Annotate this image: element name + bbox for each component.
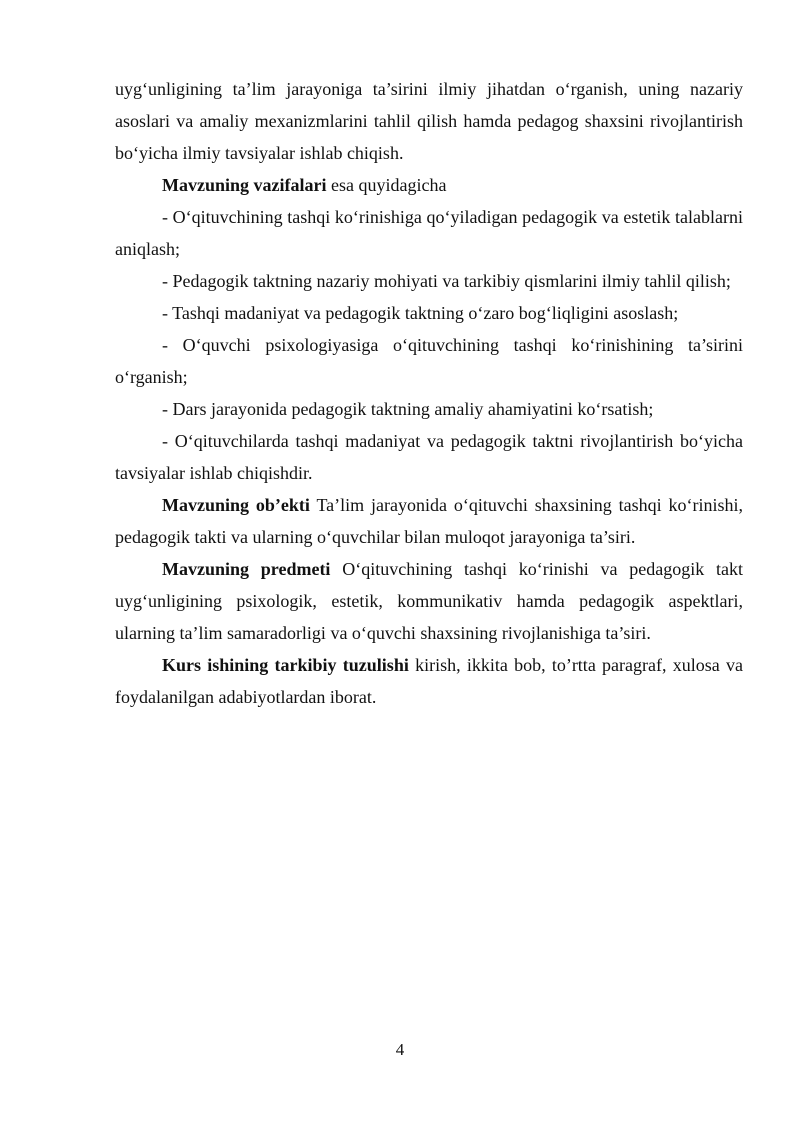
list-item-text: - O‘qituvchining tashqi ko‘rinishiga qo‘yiladigan pedagogik va estetik talablarni aniqlash;	[115, 207, 743, 259]
list-item	[115, 265, 743, 297]
bold-lead-object: Mavzuning ob’ekti	[162, 495, 310, 515]
list-item	[115, 297, 743, 329]
list-item-text: - Dars jarayonida pedagogik taktning amaliy ahamiyatini ko‘rsatish;	[162, 399, 654, 419]
list-item	[115, 329, 743, 393]
list-item	[115, 393, 743, 425]
paragraph-subject	[115, 553, 743, 649]
bold-lead-structure: Kurs ishining tarkibiy tuzulishi	[162, 655, 409, 675]
document-body	[115, 73, 743, 713]
paragraph-text: kirish, ikkita bob, to’rtta paragraf, xulosa va foydalanilgan adabiyotlardan iborat.	[115, 655, 743, 707]
paragraph-tasks-heading	[115, 169, 743, 201]
list-item-text: - O‘quvchi psixologiyasiga o‘qituvchining tashqi ko‘rinishining ta’sirini o‘rganish;	[115, 335, 743, 387]
page-number: 4	[395, 1040, 405, 1059]
bold-lead-tasks: Mavzuning vazifalari	[162, 175, 327, 195]
paragraph-text: O‘qituvchining tashqi ko‘rinishi va pedagogik takt uyg‘unligining psixologik, estetik, kommunikativ hamda pedagogik aspektlari, ularning ta’lim samaradorligi va o‘quvchi shaxsining rivojlanishiga ta’siri.	[115, 559, 743, 643]
paragraph-object	[115, 489, 743, 553]
list-item-text: - O‘qituvchilarda tashqi madaniyat va pedagogik taktni rivojlantirish bo‘yicha tavsiyalar ishlab chiqishdir.	[115, 431, 743, 483]
paragraph-structure	[115, 649, 743, 713]
list-item	[115, 201, 743, 265]
paragraph-text: Ta’lim jarayonida o‘qituvchi shaxsining tashqi ko‘rinishi, pedagogik takti va ularning o‘quvchilar bilan muloqot jarayoniga ta’siri.	[115, 495, 743, 547]
paragraph-text: esa quyidagicha	[326, 175, 447, 195]
list-item	[115, 425, 743, 489]
list-item-text: - Pedagogik taktning nazariy mohiyati va tarkibiy qismlarini ilmiy tahlil qilish;	[162, 271, 731, 291]
bold-lead-subject: Mavzuning predmeti	[162, 559, 331, 579]
paragraph-text: uyg‘unligining ta’lim jarayoniga ta’sirini ilmiy jihatdan o‘rganish, uning nazariy asoslari va amaliy mexanizmlarini tahlil qilish hamda pedagog shaxsini rivojlantirish bo‘yicha ilmiy tavsiyalar ishlab chiqish.	[115, 79, 743, 163]
list-item-text: - Tashqi madaniyat va pedagogik taktning o‘zaro bog‘liqligini asoslash;	[162, 303, 679, 323]
paragraph-continuation	[115, 73, 743, 169]
